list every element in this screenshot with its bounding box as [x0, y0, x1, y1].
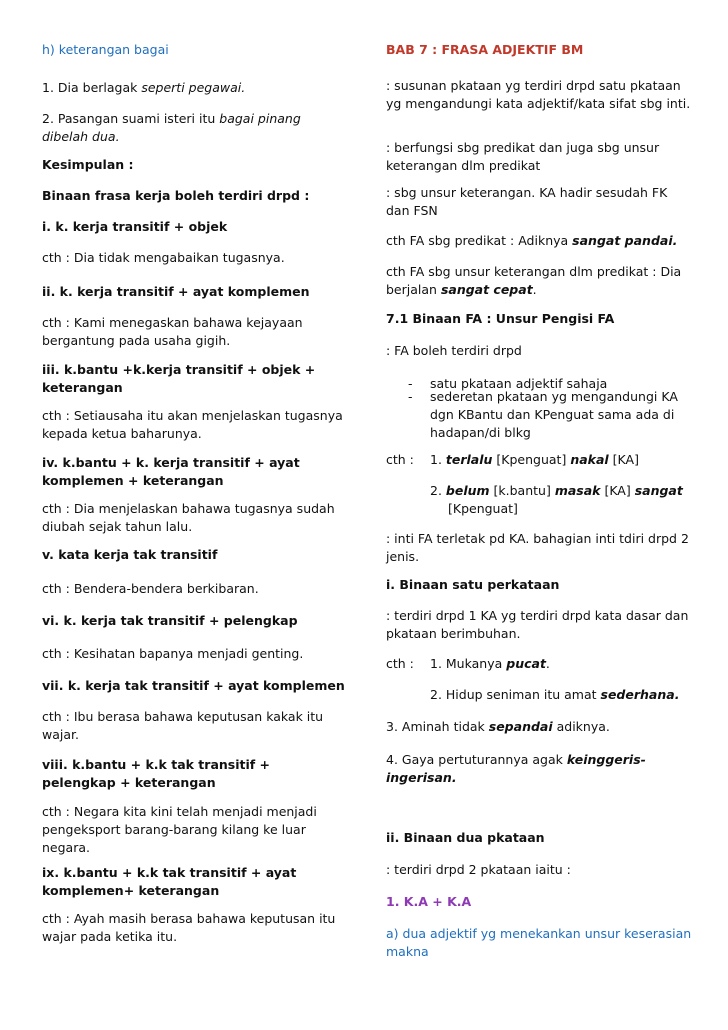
chapter-title: BAB 7 : FRASA ADJEKTIF BM [386, 42, 584, 57]
item-iv-example: cth : Dia menjelaskan bahawa tugasnya sudah diubah sejak tahun lalu. [42, 501, 335, 534]
cth-label: cth : [386, 452, 414, 467]
example-emphasis: nakal [570, 452, 609, 467]
definition-1: : susunan pkataan yg terdiri drpd satu pkataan yg mengandungi kata adjektif/kata sifat sbg inti. [386, 78, 691, 111]
item-v-example: cth : Bendera-bendera berkibaran. [42, 581, 259, 596]
example-emphasis: terlalu [445, 452, 493, 467]
binaan-example-2 [430, 686, 692, 704]
heading-keterangan-bagai: h) keterangan bagai [42, 42, 169, 57]
example-text: 3. Aminah tidak [386, 719, 489, 734]
example-emphasis: pucat [506, 656, 546, 671]
example-keterangan [386, 263, 692, 299]
fa-boleh-terdiri: : FA boleh terdiri drpd [386, 343, 522, 358]
item-ii: ii. k. kerja transitif + ayat komplemen [42, 284, 310, 299]
example-italic: seperti pegawai. [141, 80, 246, 95]
example-text: 1. Dia berlagak [42, 80, 142, 95]
example-text: 4. Gaya pertuturannya agak [386, 752, 567, 767]
item-iii-example: cth : Setiausaha itu akan menjelaskan tugasnya kepada ketua baharunya. [42, 408, 343, 441]
example-predikat [386, 232, 692, 250]
item-vii: vii. k. kerja tak transitif + ayat komplemen [42, 678, 345, 693]
example-text: cth FA sbg unsur keterangan dlm predikat : Dia berjalan [386, 264, 682, 297]
item-vi-example: cth : Kesihatan bapanya menjadi genting. [42, 646, 304, 661]
example-emphasis: sederhana. [600, 687, 680, 702]
example-emphasis: sepandai [488, 719, 553, 734]
example-emphasis: keinggeris-ingerisan. [386, 752, 646, 785]
definition-2: : berfungsi sbg predikat dan juga sbg unsur keterangan dlm predikat [386, 140, 660, 173]
example-text: 2. Pasangan suami isteri itu [42, 111, 220, 126]
fa-example-1 [430, 451, 692, 469]
section-7-1-title: 7.1 Binaan FA : Unsur Pengisi FA [386, 311, 615, 326]
cth-label: cth : [386, 656, 414, 671]
item-v: v. kata kerja tak transitif [42, 547, 218, 562]
example-emphasis: sangat pandai. [572, 233, 678, 248]
item-viii: viii. k.bantu + k.k tak transitif + pelengkap + keterangan [42, 757, 271, 790]
example-italic: bagai pinang dibelah dua. [42, 111, 301, 144]
bullet-dash: - [408, 389, 413, 404]
item-vi: vi. k. kerja tak transitif + pelengkap [42, 613, 298, 628]
example-emphasis: sangat [634, 483, 683, 498]
example-emphasis: sangat cepat [440, 282, 533, 297]
fa-example-2-cont: [Kpenguat] [448, 501, 518, 516]
binaan-heading: Binaan frasa kerja boleh terdiri drpd : [42, 188, 310, 203]
item-iv: iv. k.bantu + k. kerja transitif + ayat komplemen + keterangan [42, 455, 300, 488]
example-text: . [532, 282, 537, 297]
inti-fa: : inti FA terletak pd KA. bahagian inti tdiri drpd 2 jenis. [386, 531, 689, 564]
kesimpulan-heading: Kesimpulan : [42, 157, 134, 172]
item-iii: iii. k.bantu +k.kerja transitif + objek + keterangan [42, 362, 316, 395]
example-emphasis: belum [445, 483, 490, 498]
item-ix-example: cth : Ayah masih berasa bahawa keputusan itu wajar pada ketika itu. [42, 911, 336, 944]
example-text: [KA] [608, 452, 639, 467]
bullet-item-1: satu pkataan adjektif sahaja [430, 376, 608, 391]
binaan-satu-title: i. Binaan satu perkataan [386, 577, 560, 592]
binaan-dua-def: : terdiri drpd 2 pkataan iaitu : [386, 862, 571, 877]
example-number: 1. [430, 452, 446, 467]
example-1 [42, 79, 348, 97]
example-emphasis: masak [554, 483, 601, 498]
example-text: cth FA sbg predikat : Adiknya [386, 233, 573, 248]
example-text: . [545, 656, 550, 671]
fa-example-2 [430, 482, 692, 500]
item-ii-example: cth : Kami menegaskan bahawa kejayaan bergantung pada usaha gigih. [42, 315, 303, 348]
binaan-example-1 [430, 655, 692, 673]
bullet-dash: - [408, 376, 413, 391]
example-text: [KA] [600, 483, 635, 498]
dua-adjektif-def: a) dua adjektif yg menekankan unsur keserasian makna [386, 926, 692, 959]
item-i: i. k. kerja transitif + objek [42, 219, 228, 234]
definition-3: : sbg unsur keterangan. KA hadir sesudah FK dan FSN [386, 185, 668, 218]
item-i-example: cth : Dia tidak mengabaikan tugasnya. [42, 250, 285, 265]
binaan-example-3 [386, 718, 692, 736]
example-text: adiknya. [552, 719, 610, 734]
bullet-item-2: sederetan pkataan yg mengandungi KA dgn KBantu dan KPenguat sama ada di hadapan/di blkg [430, 389, 678, 440]
binaan-example-4 [386, 751, 692, 787]
item-viii-example: cth : Negara kita kini telah menjadi menjadi pengeksport barang-barang kilang ke luar negara. [42, 804, 317, 855]
example-text: [Kpenguat] [492, 452, 571, 467]
item-ix: ix. k.bantu + k.k tak transitif + ayat komplemen+ keterangan [42, 865, 297, 898]
ka-ka-heading: 1. K.A + K.A [386, 894, 472, 909]
example-number: 2. [430, 483, 446, 498]
example-text: 1. Mukanya [430, 656, 507, 671]
binaan-dua-title: ii. Binaan dua pkataan [386, 830, 545, 845]
example-text: [k.bantu] [489, 483, 555, 498]
item-vii-example: cth : Ibu berasa bahawa keputusan kakak itu wajar. [42, 709, 324, 742]
example-text: 2. Hidup seniman itu amat [430, 687, 601, 702]
example-2 [42, 110, 348, 146]
binaan-satu-def: : terdiri drpd 1 KA yg terdiri drpd kata dasar dan pkataan berimbuhan. [386, 608, 689, 641]
